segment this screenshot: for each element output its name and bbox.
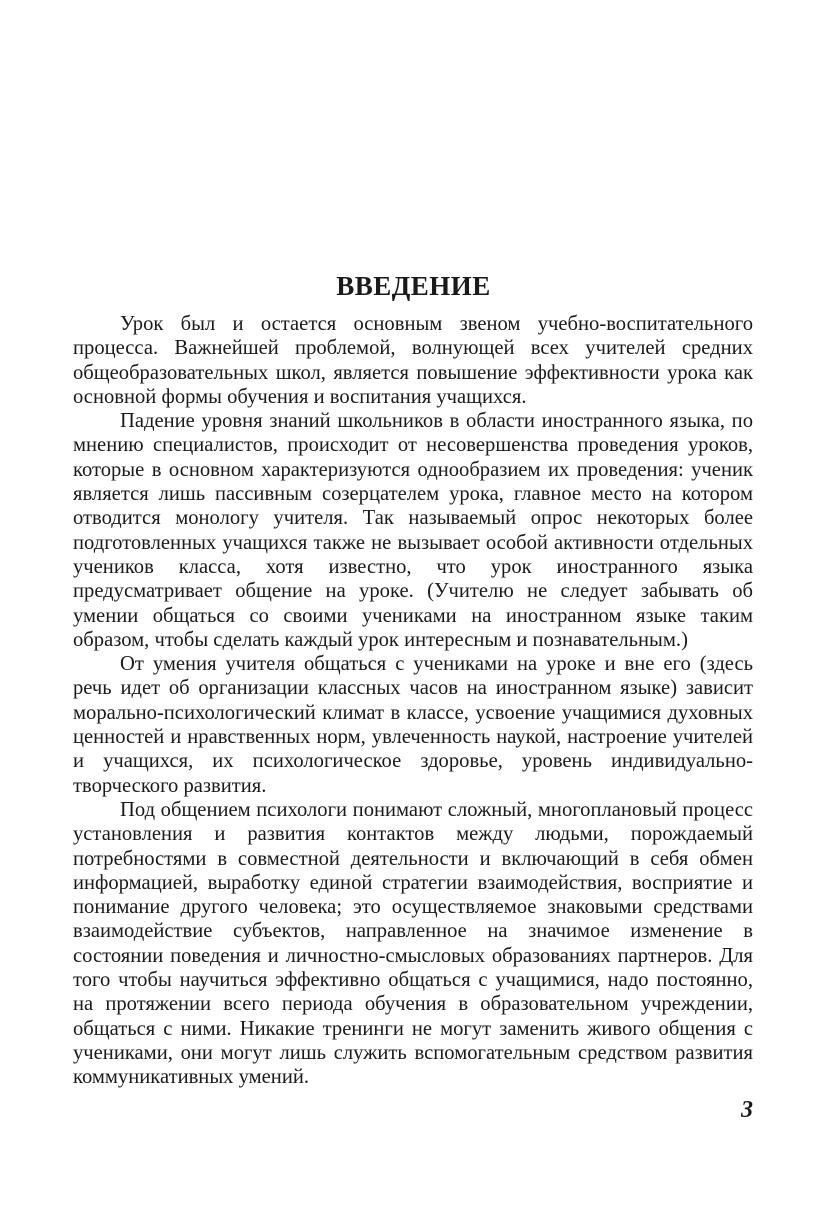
paragraph-4: Под общением психологи понимают сложный, многоплановый процесс установления и развития контактов между людьми, порождаемый потребностями в совместной деятельности и включающий в себя обмен информацией, выработку единой стратегии взаимодействия, восприятие и понимание другого человека; это осуществляемое знаковыми средствами взаимодействие субъектов, направленное на значимое изменение в состоянии поведения и личностно-смысловых образованиях партнеров. Для того чтобы научиться эффективно общаться с учащимися, надо постоянно, на протяжении всего периода обучения в образовательном учреждении, общаться с ними. Никакие тренинги не могут заменить живого общения с учениками, они могут лишь служить вспомогательным средством развития коммуникативных умений. [73,798,753,1089]
page-title: ВВЕДЕНИЕ [336,271,491,301]
paragraph-3: От умения учителя общаться с учениками на уроке и вне его (здесь речь идет об организации классных часов на иностранном языке) зависит морально-психологический климат в классе, усвоение учащимися духовных ценностей и нравственных норм, увлеченность наукой, настроение учителей и учащихся, их психологическое здоровье, уровень индивидуально-творческого развития. [73,653,753,797]
paragraph-2: Падение уровня знаний школьников в области иностранного языка, по мнению специалистов, происходит от несовершенства проведения уроков, которые в основном характеризуются однообразием их проведения: ученик является лишь пассивным созерцателем урока, главное место на котором отводится монологу учителя. Так называемый опрос некоторых более подготовленных учащихся также не вызывает особой активности отдельных учеников класса, хотя известно, что урок иностранного языка предусматривает общение на уроке. (Учителю не следует забывать об умении общаться со своими учениками на иностранном языке таким образом, чтобы сделать каждый урок интересным и познавательным.) [73,410,753,651]
page-number: 3 [741,1097,753,1123]
paragraph-1: Урок был и остается основным звеном учебно-воспитательного процесса. Важнейшей проблемой, волнующей всех учителей средних общеобразовательных школ, является повышение эффективности урока как основной формы обучения и воспитания учащихся. [73,313,753,408]
body-text [73,312,753,1090]
